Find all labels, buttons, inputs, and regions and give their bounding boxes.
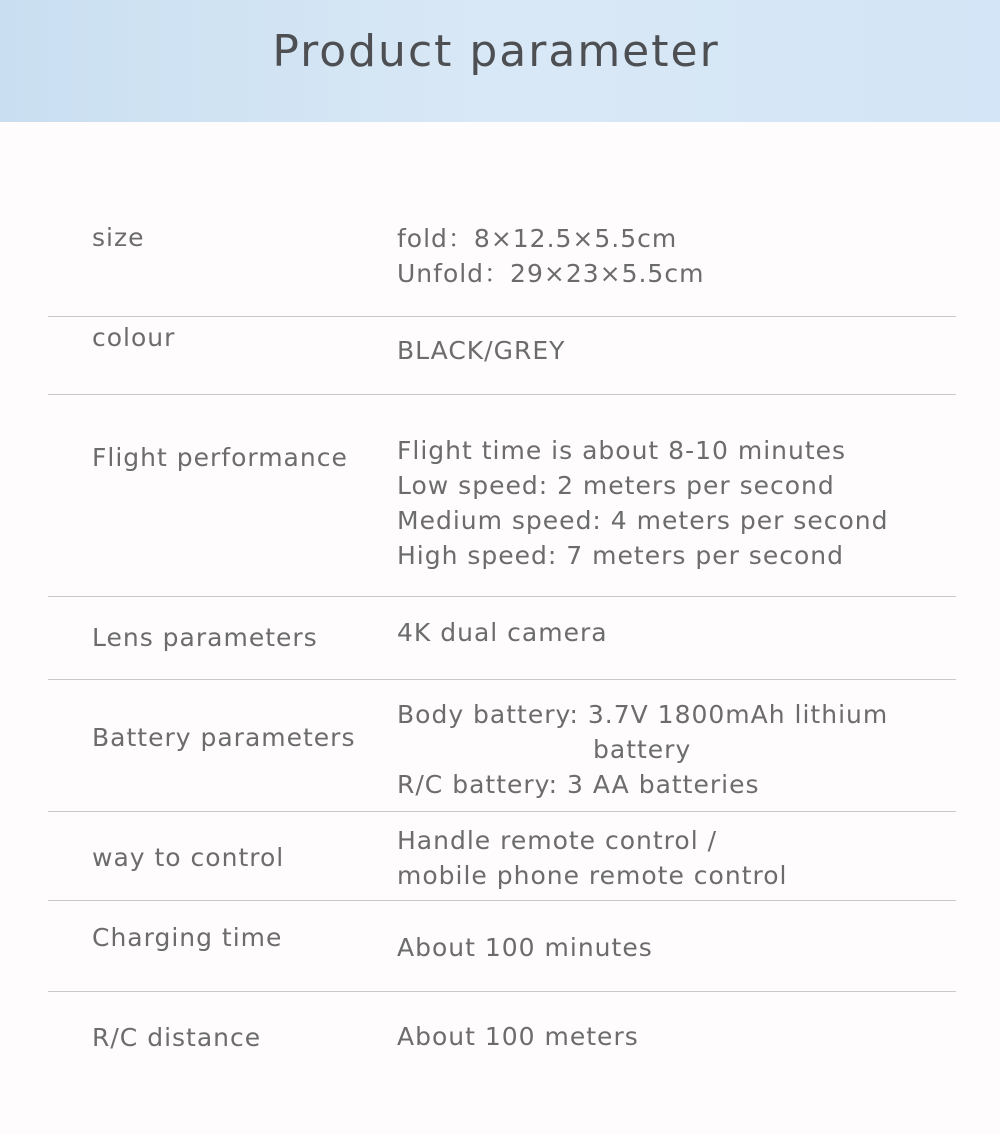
param-value-line: High speed: 7 meters per second [397,541,844,570]
param-value-way-to-control [397,823,787,893]
row-divider [48,596,956,597]
row-divider [48,316,956,317]
param-value-charging-time [397,930,653,965]
param-label-charging-time: Charging time [92,923,283,952]
param-value-line: About 100 minutes [397,933,653,962]
param-value-line: BLACK/GREY [397,336,566,365]
row-divider [48,811,956,812]
param-value-rc-distance [397,1019,639,1054]
param-value-line: Medium speed: 4 meters per second [397,506,889,535]
param-value-size [397,221,704,291]
row-divider [48,991,956,992]
row-divider [48,900,956,901]
param-value-line: mobile phone remote control [397,861,788,890]
param-label-size: size [92,223,145,252]
row-divider [48,394,956,395]
param-value-line: battery [593,735,692,764]
param-label-battery-parameters: Battery parameters [92,723,356,752]
param-value-line: Low speed: 2 meters per second [397,471,835,500]
param-value-line: Flight time is about 8-10 minutes [397,436,847,465]
param-label-colour: colour [92,323,176,352]
param-value-line: Handle remote control / [397,826,718,855]
param-label-rc-distance: R/C distance [92,1023,262,1052]
param-value-flight-performance [397,433,888,573]
param-value-line: R/C battery: 3 AA batteries [397,770,760,799]
row-divider [48,679,956,680]
param-label-lens-parameters: Lens parameters [92,623,318,652]
param-value-line: Body battery: 3.7V 1800mAh lithium [397,700,889,729]
header-banner [0,0,1000,122]
param-value-line: fold：8×12.5×5.5cm [397,224,678,253]
param-value-battery-parameters [397,697,888,802]
param-value-line: About 100 meters [397,1022,639,1051]
param-value-line: Unfold：29×23×5.5cm [397,259,705,288]
param-value-lens-parameters [397,615,608,650]
param-label-way-to-control: way to control [92,843,285,872]
param-value-line: 4K dual camera [397,618,608,647]
param-label-flight-performance: Flight performance [92,443,348,472]
param-value-colour [397,333,565,368]
page-title: Product parameter [272,26,720,77]
